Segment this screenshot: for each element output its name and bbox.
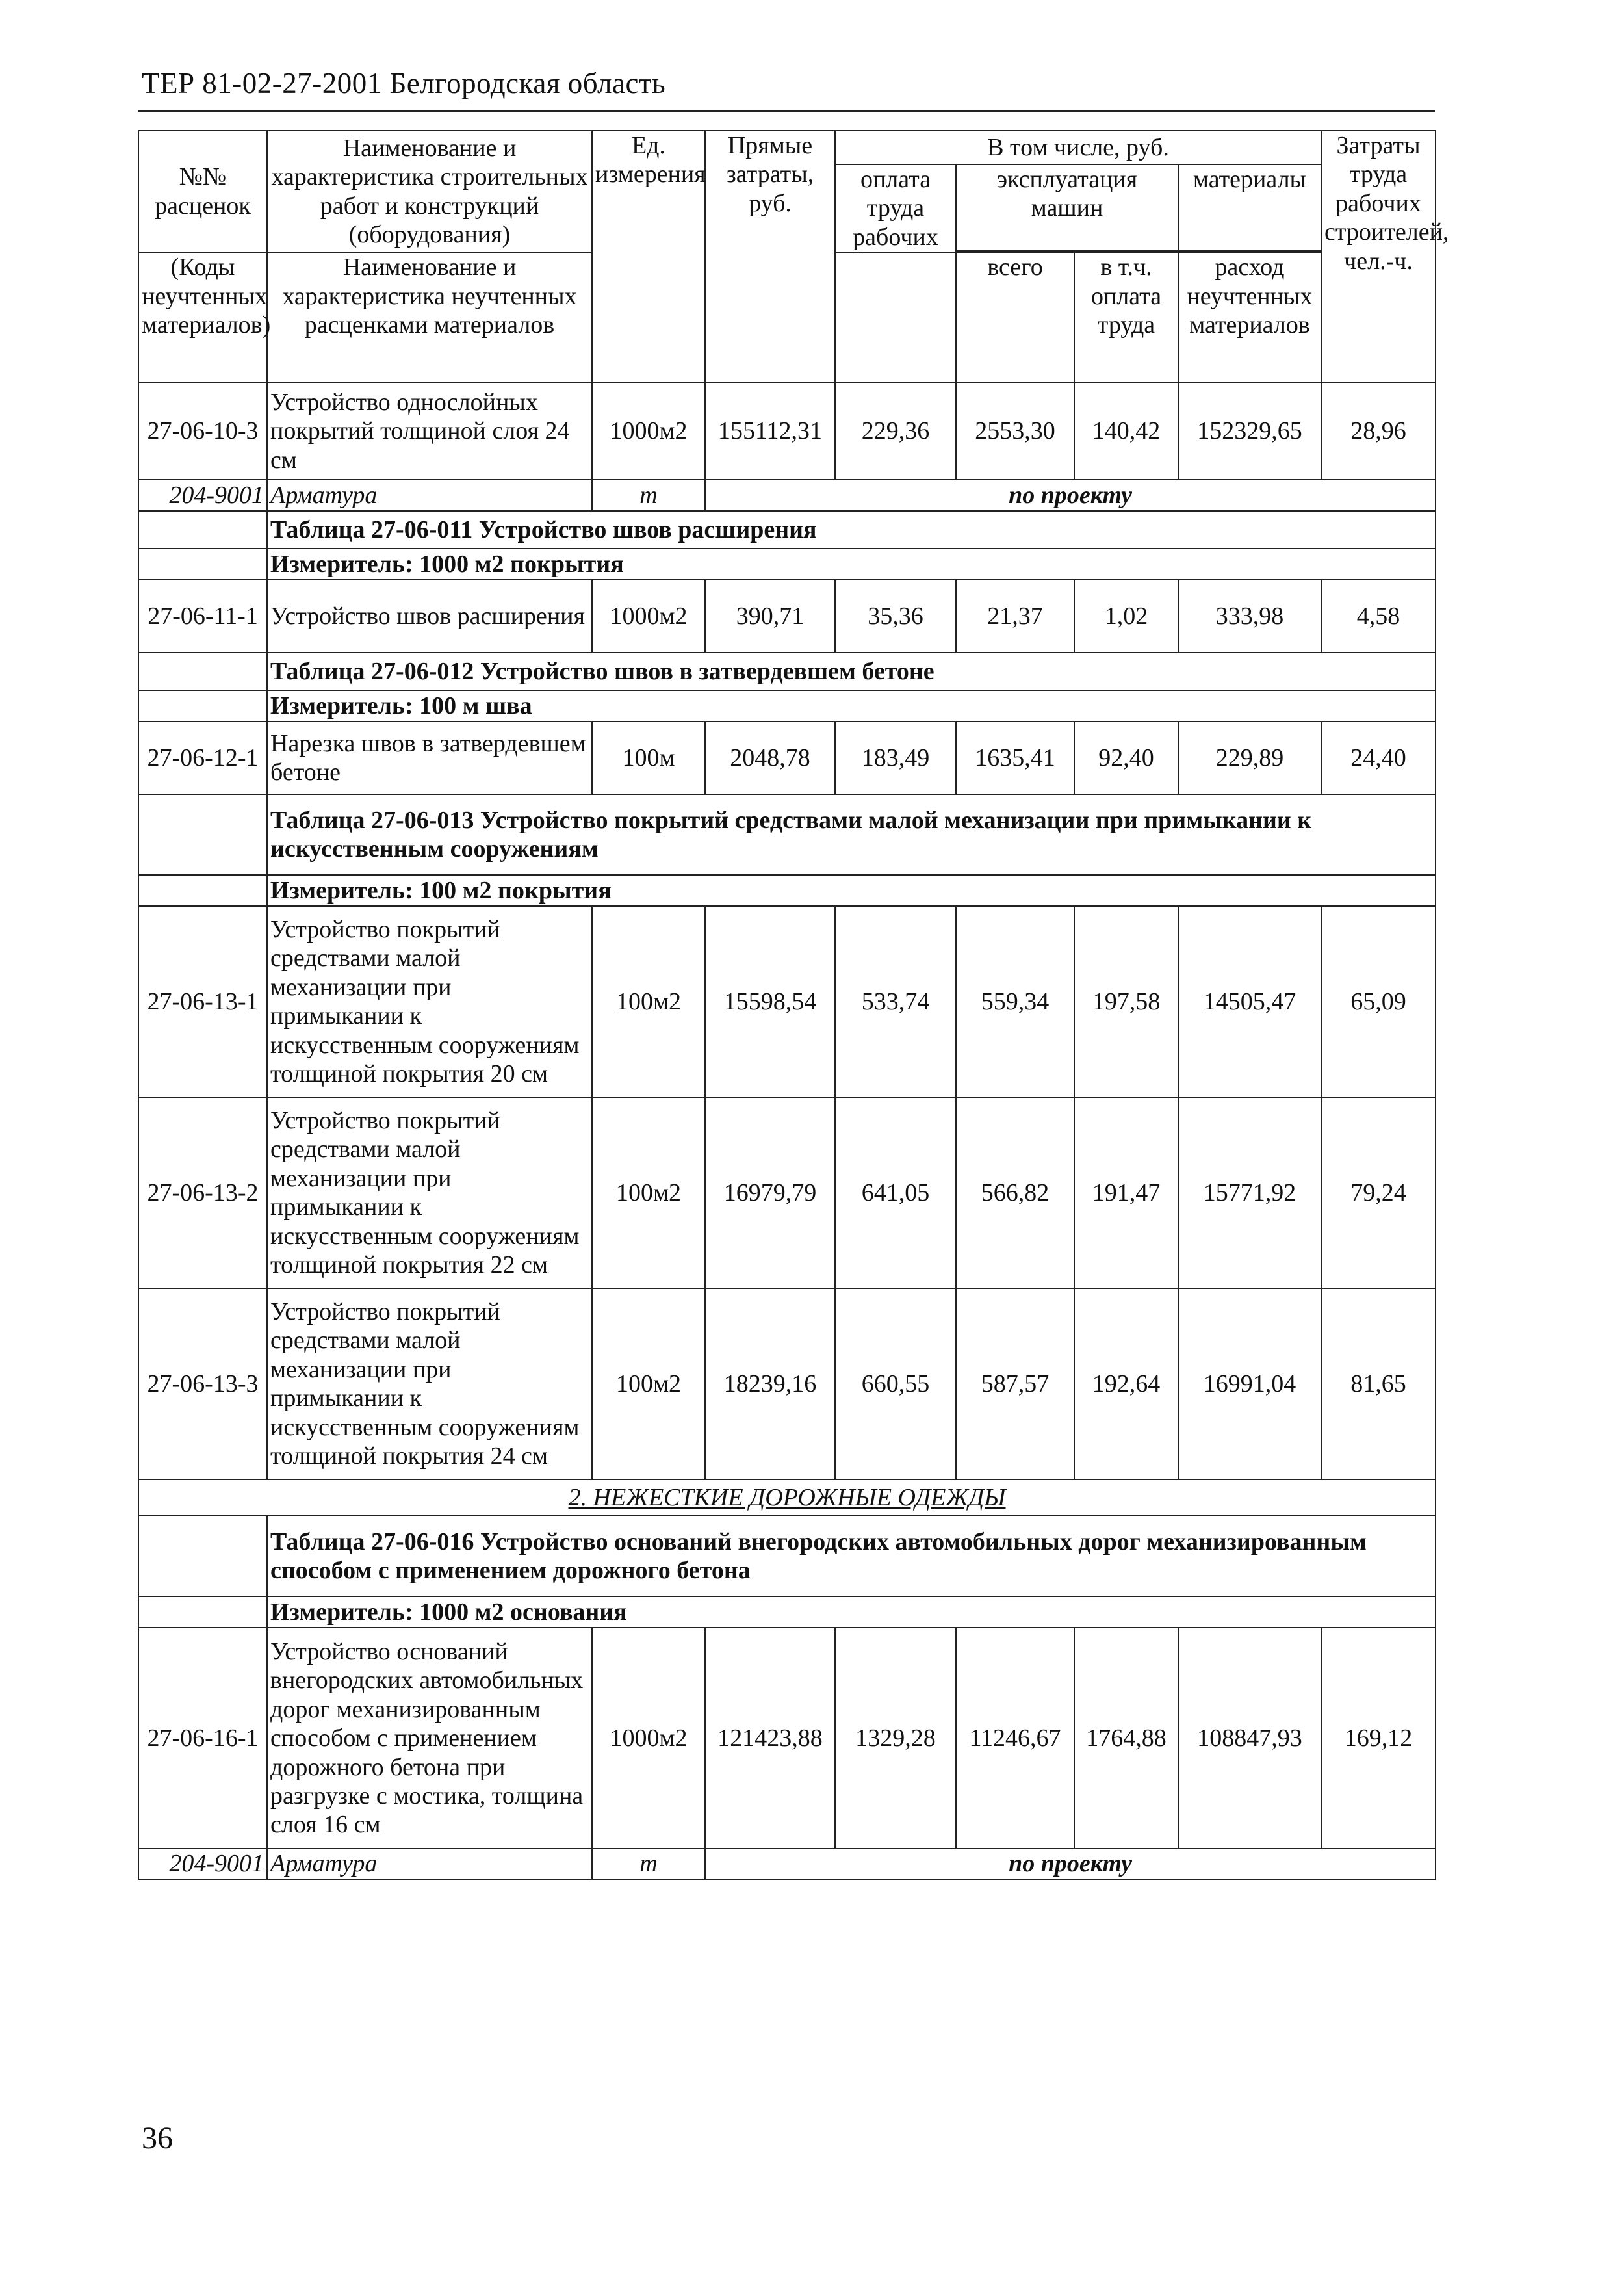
rate-labor: 81,65: [1321, 1288, 1436, 1479]
rate-materials: 229,89: [1178, 722, 1321, 794]
table-title: Таблица 27-06-013 Устройство покрытий средствами малой механизации при примыкании к искусственным сооружениям: [267, 794, 1436, 875]
table-title: Таблица 27-06-011 Устройство швов расширения: [267, 511, 1436, 549]
material-note: по проекту: [705, 480, 1436, 511]
rate-wages: 183,49: [835, 722, 956, 794]
rate-unit: 100м2: [592, 1288, 705, 1479]
rate-name: Устройство покрытий средствами малой механизации при примыкании к искусственным сооружениям толщиной покрытия 20 см: [267, 906, 592, 1097]
rate-wages: 533,74: [835, 906, 956, 1097]
material-code: 204-9001: [138, 1849, 267, 1878]
rate-wages: 35,36: [835, 580, 956, 653]
rate-materials: 152329,65: [1178, 382, 1321, 480]
rate-direct: 16979,79: [705, 1097, 835, 1288]
material-note: по проекту: [705, 1849, 1436, 1878]
rate-labor: 4,58: [1321, 580, 1436, 653]
material-code: 204-9001: [138, 480, 267, 511]
rate-code: 27-06-13-3: [138, 1288, 267, 1479]
rate-direct: 15598,54: [705, 906, 835, 1097]
col-name-header: Наименование и характеристика строительных работ и конструкций (оборудования): [267, 131, 592, 252]
blank-cell: [138, 1516, 267, 1596]
table-meter: Измеритель: 100 м шва: [267, 690, 1436, 722]
rate-labor: 28,96: [1321, 382, 1436, 480]
material-unit: т: [592, 1849, 705, 1878]
rate-wages: 641,05: [835, 1097, 956, 1288]
rate-machines: 559,34: [956, 906, 1074, 1097]
page-number: 36: [142, 2121, 173, 2155]
rate-direct: 18239,16: [705, 1288, 835, 1479]
rate-materials: 108847,93: [1178, 1628, 1321, 1849]
table-meter: Измеритель: 1000 м2 основания: [267, 1596, 1436, 1628]
rate-unit: 100м2: [592, 1097, 705, 1288]
rate-unit: 100м2: [592, 906, 705, 1097]
rate-materials: 14505,47: [1178, 906, 1321, 1097]
table-meter: Измеритель: 100 м2 покрытия: [267, 875, 1436, 906]
rate-name: Устройство оснований внегородских автомобильных дорог механизированным способом с применением дорожного бетона при разгрузке с мостика, толщина слоя 16 см: [267, 1628, 592, 1849]
rate-unit: 1000м2: [592, 580, 705, 653]
rate-machines-wages: 197,58: [1074, 906, 1178, 1097]
rate-materials: 333,98: [1178, 580, 1321, 653]
rate-machines: 11246,67: [956, 1628, 1074, 1849]
rate-machines-wages: 1,02: [1074, 580, 1178, 653]
blank-cell: [138, 653, 267, 690]
col-machines-total-header: всего: [956, 252, 1074, 382]
header-spacer: [835, 252, 956, 382]
col-direct-header: Прямые затраты, руб.: [705, 131, 835, 382]
rate-unit: 1000м2: [592, 382, 705, 480]
rate-code: 27-06-11-1: [138, 580, 267, 653]
rates-table: [138, 130, 1449, 1880]
rate-wages: 1329,28: [835, 1628, 956, 1849]
rate-code: 27-06-10-3: [138, 382, 267, 480]
col-labor-header: Затраты труда рабочих строителей, чел.-ч.: [1321, 131, 1436, 382]
rate-wages: 229,36: [835, 382, 956, 480]
header-rule: [138, 110, 1435, 112]
col-materials-header: материалы: [1178, 164, 1321, 251]
col-code-header: №№ расценок: [138, 131, 267, 252]
col-name-alt-header: Наименование и характеристика неучтенных расценками материалов: [267, 252, 592, 382]
rate-machines: 587,57: [956, 1288, 1074, 1479]
blank-cell: [138, 875, 267, 906]
rate-machines-wages: 191,47: [1074, 1097, 1178, 1288]
col-wages-header: оплата труда рабочих: [835, 164, 956, 252]
col-unit-header: Ед. измерения: [592, 131, 705, 382]
rate-name: Устройство однослойных покрытий толщиной слоя 24 см: [267, 382, 592, 480]
rate-unit: 1000м2: [592, 1628, 705, 1849]
rate-materials: 16991,04: [1178, 1288, 1321, 1479]
rate-machines: 1635,41: [956, 722, 1074, 794]
table-title: Таблица 27-06-016 Устройство оснований внегородских автомобильных дорог механизированным способом с применением дорожного бетона: [267, 1516, 1436, 1596]
rate-labor: 24,40: [1321, 722, 1436, 794]
rate-name: Устройство покрытий средствами малой механизации при примыкании к искусственным сооружениям толщиной покрытия 22 см: [267, 1097, 592, 1288]
table-title: Таблица 27-06-012 Устройство швов в затвердевшем бетоне: [267, 653, 1436, 690]
rate-name: Устройство швов расширения: [267, 580, 592, 653]
blank-cell: [138, 690, 267, 722]
col-incl-header: В том числе, руб.: [835, 131, 1321, 164]
rate-direct: 2048,78: [705, 722, 835, 794]
rate-machines: 566,82: [956, 1097, 1074, 1288]
rate-code: 27-06-13-2: [138, 1097, 267, 1288]
col-code-alt-header: (Коды неучтенных материалов): [138, 252, 267, 382]
rate-labor: 65,09: [1321, 906, 1436, 1097]
blank-cell: [138, 511, 267, 549]
blank-cell: [138, 1596, 267, 1628]
rate-labor: 79,24: [1321, 1097, 1436, 1288]
rate-machines: 2553,30: [956, 382, 1074, 480]
rate-code: 27-06-13-1: [138, 906, 267, 1097]
material-name: Арматура: [267, 1849, 592, 1878]
rate-code: 27-06-16-1: [138, 1628, 267, 1849]
rate-direct: 390,71: [705, 580, 835, 653]
table-meter: Измеритель: 1000 м2 покрытия: [267, 549, 1436, 580]
rate-direct: 155112,31: [705, 382, 835, 480]
rate-code: 27-06-12-1: [138, 722, 267, 794]
rate-name: Устройство покрытий средствами малой механизации при примыкании к искусственным сооружениям толщиной покрытия 24 см: [267, 1288, 592, 1479]
rate-materials: 15771,92: [1178, 1097, 1321, 1288]
col-machines-header: эксплуатация машин: [956, 164, 1178, 251]
rate-machines-wages: 140,42: [1074, 382, 1178, 480]
material-name: Арматура: [267, 480, 592, 511]
rate-unit: 100м: [592, 722, 705, 794]
rate-labor: 169,12: [1321, 1628, 1436, 1849]
section-title: 2. НЕЖЕСТКИЕ ДОРОЖНЫЕ ОДЕЖДЫ: [138, 1479, 1436, 1516]
rate-machines-wages: 192,64: [1074, 1288, 1178, 1479]
blank-cell: [138, 794, 267, 875]
rate-direct: 121423,88: [705, 1628, 835, 1849]
rate-machines-wages: 92,40: [1074, 722, 1178, 794]
col-machines-wages-header: в т.ч. оплата труда: [1074, 252, 1178, 382]
page-header: ТЕР 81-02-27-2001 Белгородская область: [142, 67, 666, 99]
rate-machines: 21,37: [956, 580, 1074, 653]
col-materials-sub-header: расход неучтенных материалов: [1178, 252, 1321, 382]
blank-cell: [138, 549, 267, 580]
rate-machines-wages: 1764,88: [1074, 1628, 1178, 1849]
rate-wages: 660,55: [835, 1288, 956, 1479]
rate-name: Нарезка швов в затвердевшем бетоне: [267, 722, 592, 794]
material-unit: т: [592, 480, 705, 511]
